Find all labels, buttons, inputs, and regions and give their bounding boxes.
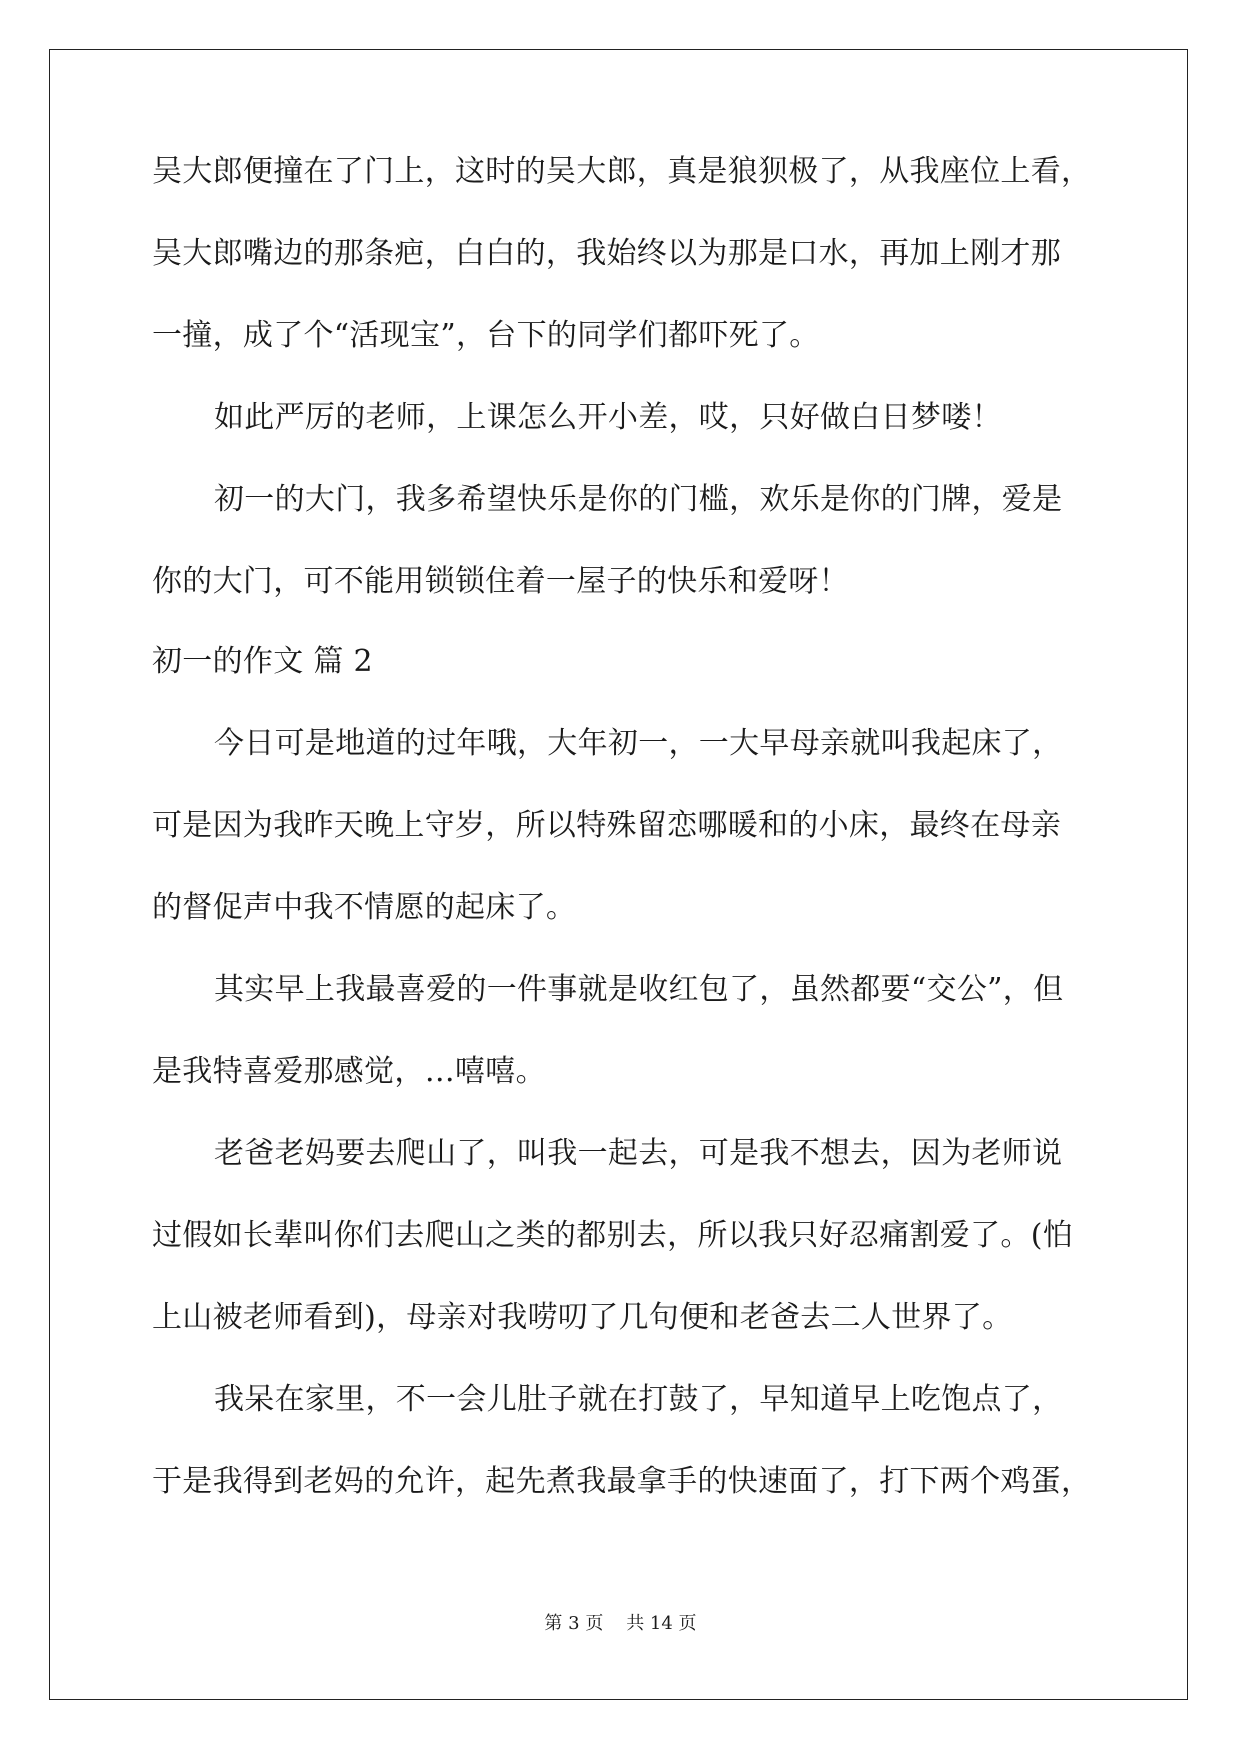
text-line: 我呆在家里，不一会儿肚子就在打鼓了，早知道早上吃饱点了， [214, 1382, 1063, 1417]
text-line: 吴大郎嘴边的那条疤，白白的，我始终以为那是口水，再加上刚才那 [152, 236, 1061, 271]
text-line: 是我特喜爱那感觉，…嘻嘻。 [152, 1054, 546, 1089]
text-line: 于是我得到老妈的允许，起先煮我最拿手的快速面了，打下两个鸡蛋， [152, 1464, 1092, 1499]
page-number-footer [0, 1612, 1241, 1636]
section-heading: 初一的作文 篇 2 [152, 644, 373, 679]
text-line: 今日可是地道的过年哦，大年初一，一大早母亲就叫我起床了， [214, 726, 1063, 761]
text-line: 一撞，成了个“活现宝”，台下的同学们都吓死了。 [152, 318, 820, 353]
text-line: 的督促声中我不情愿的起床了。 [152, 890, 577, 925]
text-line: 如此严厉的老师，上课怎么开小差，哎，只好做白日梦喽！ [214, 400, 1002, 435]
text-line: 上山被老师看到)，母亲对我唠叨了几句便和老爸去二人世界了。 [152, 1300, 1013, 1335]
text-line: 你的大门，可不能用锁锁住着一屋子的快乐和爱呀！ [152, 564, 849, 599]
page-number-label: 第 3 页 共 14 页 [544, 1613, 697, 1634]
text-line: 可是因为我昨天晚上守岁，所以特殊留恋哪暖和的小床，最终在母亲 [152, 808, 1061, 843]
text-line: 过假如长辈叫你们去爬山之类的都别去，所以我只好忍痛割爱了。(怕 [152, 1218, 1074, 1253]
text-line: 吴大郎便撞在了门上，这时的吴大郎，真是狼狈极了，从我座位上看， [152, 154, 1092, 189]
text-line: 老爸老妈要去爬山了，叫我一起去，可是我不想去，因为老师说 [214, 1136, 1063, 1171]
page-border [49, 49, 1188, 1700]
text-line: 初一的大门，我多希望快乐是你的门槛，欢乐是你的门牌，爱是 [214, 482, 1063, 517]
text-line: 其实早上我最喜爱的一件事就是收红包了，虽然都要“交公”，但 [214, 972, 1064, 1007]
